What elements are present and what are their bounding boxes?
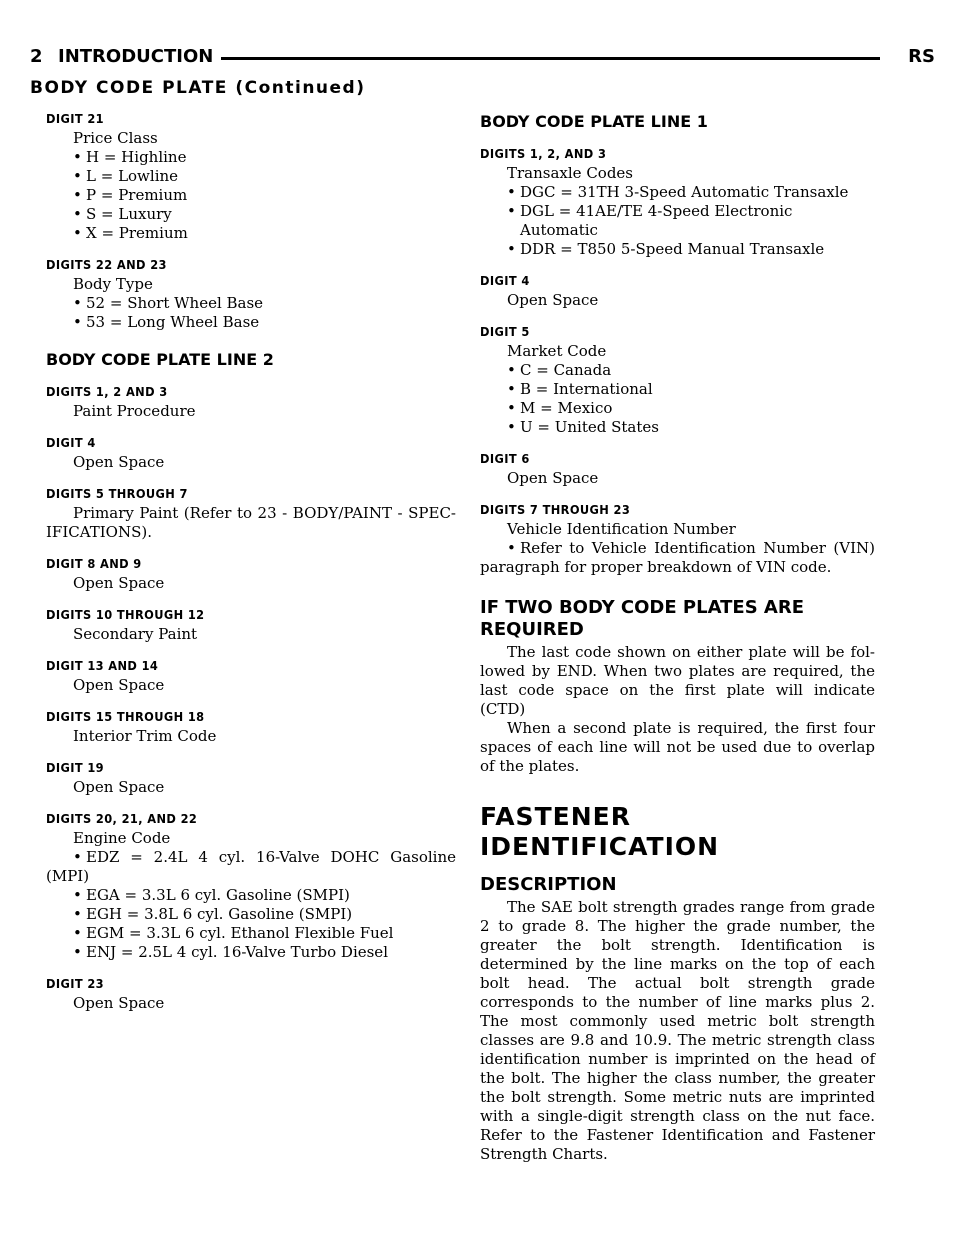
- list-item: • DGC = 31TH 3-Speed Automatic Transaxle: [507, 183, 875, 202]
- list-item: • DGL = 41AE/TE 4-Speed Electronic Automatic: [507, 202, 875, 240]
- line2-digits-1-3-label: DIGITS 1, 2 AND 3: [46, 385, 168, 399]
- body-type-list: [46, 294, 456, 332]
- market-code-list: [480, 361, 875, 437]
- line1-digit-6-text: Open Space: [507, 469, 599, 487]
- digits-15-18-label: DIGITS 15 THROUGH 18: [46, 710, 205, 724]
- right-column: [480, 112, 875, 1164]
- line1-digit-4-label: DIGIT 4: [480, 274, 530, 288]
- transaxle-codes-title: Transaxle Codes: [507, 164, 634, 182]
- chapter-title: INTRODUCTION: [58, 46, 221, 68]
- digit-21-label: DIGIT 21: [46, 112, 104, 126]
- digit-13-14-text: Open Space: [73, 676, 165, 694]
- fastener-identification-title: FASTENER IDENTIFICATION: [480, 802, 720, 861]
- model-code: RS: [900, 46, 935, 68]
- section-heading: BODY CODE PLATE (Continued): [30, 78, 366, 98]
- page-header: [30, 46, 935, 72]
- digit-13-14-label: DIGIT 13 AND 14: [46, 659, 159, 673]
- digits-22-23-title: Body Type: [73, 275, 153, 293]
- line1-digit-6-label: DIGIT 6: [480, 452, 530, 466]
- two-plates-paragraph-1: The last code shown on either plate will be fol-lowed by END. When two plates are required, the last code space on the first plate will indicate (CTD): [480, 643, 875, 718]
- list-item: • DDR = T850 5-Speed Manual Transaxle: [507, 240, 875, 259]
- list-item: • P = Premium: [73, 186, 456, 205]
- line1-digit-5-label: DIGIT 5: [480, 325, 530, 339]
- list-item: • L = Lowline: [73, 167, 456, 186]
- digits-5-7-text: Primary Paint (Refer to 23 - BODY/PAINT - SPEC-IFICATIONS).: [46, 504, 456, 541]
- digits-20-22-label: DIGITS 20, 21, AND 22: [46, 812, 198, 826]
- list-item: • EGM = 3.3L 6 cyl. Ethanol Flexible Fuel: [73, 924, 456, 943]
- list-item: • 53 = Long Wheel Base: [73, 313, 456, 332]
- left-column: [46, 112, 456, 1013]
- list-item: • X = Premium: [73, 224, 456, 243]
- digit-8-9-label: DIGIT 8 AND 9: [46, 557, 142, 571]
- line1-digit-4-text: Open Space: [507, 291, 599, 309]
- two-plates-paragraph-2: When a second plate is required, the first four spaces of each line will not be used due to overlap of the plates.: [480, 719, 875, 775]
- line1-digits-1-3-label: DIGITS 1, 2, AND 3: [480, 147, 607, 161]
- description-heading: DESCRIPTION: [480, 874, 617, 895]
- line-2-heading: BODY CODE PLATE LINE 2: [46, 350, 274, 369]
- price-class-list: [46, 148, 456, 243]
- page-number: 2: [30, 46, 51, 68]
- engine-code-title: Engine Code: [73, 829, 171, 847]
- list-item: • EGA = 3.3L 6 cyl. Gasoline (SMPI): [73, 886, 456, 905]
- transaxle-code-list: [480, 183, 875, 259]
- list-item: • S = Luxury: [73, 205, 456, 224]
- line-1-heading: BODY CODE PLATE LINE 1: [480, 112, 708, 131]
- list-item: • ENJ = 2.5L 4 cyl. 16-Valve Turbo Diesel: [73, 943, 456, 962]
- line2-digits-1-3-text: Paint Procedure: [73, 402, 196, 420]
- digit-23-label: DIGIT 23: [46, 977, 104, 991]
- list-item: • 52 = Short Wheel Base: [73, 294, 456, 313]
- list-item: • EGH = 3.8L 6 cyl. Gasoline (SMPI): [73, 905, 456, 924]
- two-plates-heading: IF TWO BODY CODE PLATES ARE REQUIRED: [480, 597, 805, 640]
- digit-19-label: DIGIT 19: [46, 761, 104, 775]
- list-item: • C = Canada: [507, 361, 875, 380]
- market-code-title: Market Code: [507, 342, 607, 360]
- digits-7-23-label: DIGITS 7 THROUGH 23: [480, 503, 631, 517]
- digits-22-23-label: DIGITS 22 AND 23: [46, 258, 167, 272]
- description-paragraph: The SAE bolt strength grades range from grade 2 to grade 8. The higher the grade number, the greater the bolt strength. Identification is determined by the line marks on the top of each bolt head. The actual bolt strength grade corresponds to the number of line marks plus 2. The most commonly used metric bolt strength classes are 9.8 and 10.9. The metric strength class identification number is imprinted on the head of the bolt. The higher the class number, the greater the bolt strength. Some metric nuts are imprinted with a single-digit strength class on the nut face. Refer to the Fastener Identification and Fastener Strength Charts.: [480, 898, 875, 1163]
- digits-5-7-label: DIGITS 5 THROUGH 7: [46, 487, 188, 501]
- digit-21-title: Price Class: [73, 129, 158, 147]
- engine-code-list: [46, 886, 456, 962]
- digit-23-text: Open Space: [73, 994, 165, 1012]
- header-rule: [220, 57, 880, 60]
- list-item: • Refer to Vehicle Identification Number (VIN) paragraph for proper breakdown of VIN code.: [480, 539, 875, 576]
- digits-15-18-text: Interior Trim Code: [73, 727, 217, 745]
- vin-title: Vehicle Identification Number: [507, 520, 736, 538]
- digits-10-12-label: DIGITS 10 THROUGH 12: [46, 608, 205, 622]
- digit-8-9-text: Open Space: [73, 574, 165, 592]
- list-item: • B = International: [507, 380, 875, 399]
- list-item: • H = Highline: [73, 148, 456, 167]
- digit-19-text: Open Space: [73, 778, 165, 796]
- list-item: • EDZ = 2.4L 4 cyl. 16-Valve DOHC Gasoline (MPI): [46, 848, 456, 885]
- digits-10-12-text: Secondary Paint: [73, 625, 198, 643]
- list-item: • U = United States: [507, 418, 875, 437]
- list-item: • M = Mexico: [507, 399, 875, 418]
- line2-digit-4-text: Open Space: [73, 453, 165, 471]
- line2-digit-4-label: DIGIT 4: [46, 436, 96, 450]
